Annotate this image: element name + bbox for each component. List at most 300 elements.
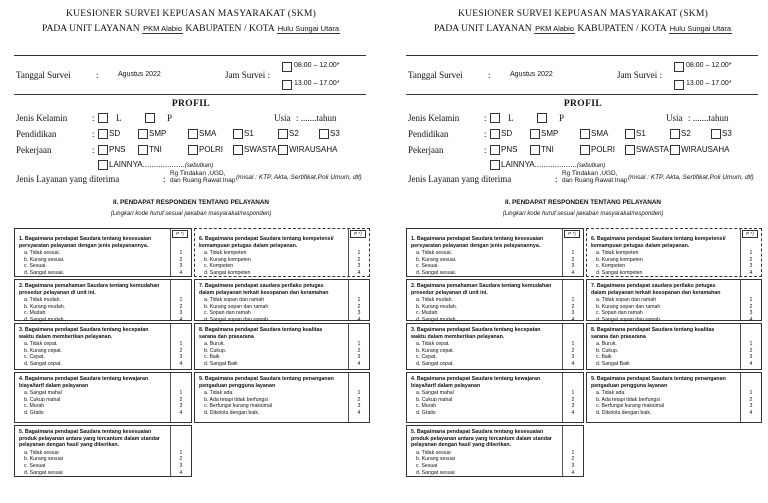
answer-option[interactable]: d. Sangat sopan dan ramah [204, 316, 269, 323]
answer-score[interactable]: 2 [749, 256, 753, 263]
answer-scores [176, 450, 186, 476]
answer-score[interactable]: 2 [571, 347, 575, 354]
job-other-hint: (sebutkan) [576, 163, 606, 169]
job-pns-checkbox[interactable] [98, 145, 108, 155]
education-s3-checkbox[interactable] [319, 129, 329, 139]
answer-option[interactable]: a. Tidak sesuai. [416, 250, 453, 257]
gender-p-label: P [559, 113, 565, 123]
answer-option[interactable]: c. Mudah. [24, 310, 47, 317]
service-value-line-1: Rg Tindakan ,UGD, [562, 170, 618, 177]
job-wirausaha-checkbox[interactable] [278, 145, 288, 155]
question-8 [586, 323, 762, 370]
answer-option[interactable]: c. Kompeten [204, 263, 234, 270]
answer-option[interactable]: b. Kurang sopan dan ramah [204, 303, 269, 310]
unit-label: PADA UNIT LAYANAN [434, 23, 532, 34]
answer-options [24, 390, 161, 416]
answer-score[interactable]: 3 [571, 403, 575, 410]
answer-score[interactable]: 1 [179, 297, 183, 304]
answer-options [596, 250, 731, 276]
answer-scores [354, 297, 364, 323]
gender-l-label: L [116, 113, 122, 123]
answer-scores [354, 390, 364, 416]
answer-option[interactable]: a. Tidak mudah. [24, 297, 61, 304]
gender-l-label: L [508, 113, 514, 123]
job-tni-checkbox[interactable] [138, 145, 148, 155]
score-column-divider [740, 373, 741, 422]
service-value-line-2: dan Ruang Rawat Inap [170, 177, 236, 184]
age-label: Usia [274, 113, 291, 123]
job-swasta-checkbox[interactable] [233, 145, 243, 155]
job-tni-label: TNI [541, 145, 554, 154]
answer-option[interactable]: c. Sesuai [416, 462, 438, 469]
answer-options [416, 297, 553, 323]
answer-option[interactable]: d. Sangat sesuai [24, 469, 63, 476]
answer-score[interactable]: 2 [357, 256, 361, 263]
answer-score[interactable]: 2 [571, 303, 575, 310]
answer-option[interactable]: d. Sangat sopan dan ramah [596, 316, 661, 323]
answer-option[interactable]: b. Ada tetapi tidak berfungsi [204, 396, 269, 403]
education-sd-label: SD [109, 129, 121, 138]
education-smp-checkbox[interactable] [138, 129, 148, 139]
education-s1-label: S1 [244, 129, 254, 138]
answer-score[interactable]: 1 [749, 341, 753, 348]
answer-option[interactable]: c. Cepat. [416, 354, 437, 361]
answer-score[interactable]: 2 [179, 303, 183, 310]
answer-score[interactable]: 4 [749, 269, 753, 276]
job-wirausaha-checkbox[interactable] [670, 145, 680, 155]
question-text: 4. Bagaimana pendapat Saudara tentang kewajaran biaya/tarif dalam pelayanan [19, 376, 149, 389]
job-swasta-checkbox[interactable] [625, 145, 635, 155]
answer-score[interactable]: 3 [749, 354, 753, 361]
answer-score[interactable]: 1 [571, 341, 575, 348]
colon: : [92, 145, 95, 155]
answer-option[interactable]: d. Sangat sesuai. [24, 269, 65, 276]
gender-p-checkbox[interactable] [145, 113, 155, 123]
question-text: 3. Bagaimana pendapat Saudara tentang kecepatan waktu dalam memberikan pelayanan. [19, 327, 149, 340]
answer-option[interactable]: a. Tidak mudah. [416, 297, 453, 304]
answer-option[interactable]: c. Sopan dan ramah [204, 310, 251, 317]
answer-score[interactable]: 3 [357, 354, 361, 361]
gender-l-checkbox[interactable] [490, 113, 500, 123]
answer-options [416, 390, 553, 416]
service-value[interactable] [170, 170, 235, 184]
answer-options [416, 450, 553, 476]
answer-score[interactable]: 1 [571, 390, 575, 397]
job-polri-checkbox[interactable] [580, 145, 590, 155]
answer-option[interactable]: a. Tidak sesuai [24, 449, 59, 456]
answer-option[interactable]: a. Tidak ada. [596, 390, 626, 397]
kabupaten-value[interactable]: Hulu Sungai Utara [277, 24, 339, 33]
age-label: Usia [666, 113, 683, 123]
answer-score[interactable]: 4 [357, 269, 361, 276]
answer-score[interactable]: 4 [571, 316, 575, 323]
question-3 [406, 323, 584, 370]
form-subtitle [6, 23, 376, 34]
answer-option[interactable]: a. Sangat mahal [24, 390, 62, 397]
gender-p-checkbox[interactable] [537, 113, 547, 123]
answer-score[interactable]: 2 [357, 396, 361, 403]
answer-option[interactable]: b. Kurang cepat. [416, 347, 455, 354]
time-option-1-checkbox[interactable] [282, 62, 292, 72]
answer-scores [746, 297, 756, 323]
answer-score[interactable]: 1 [357, 390, 361, 397]
answer-option[interactable]: c. Kompeten [596, 263, 626, 270]
colon: : [484, 129, 487, 139]
questionnaire-page-left [6, 0, 376, 503]
answer-score[interactable]: 3 [749, 403, 753, 410]
job-polri-label: POLRI [199, 145, 224, 154]
answer-options [204, 297, 339, 323]
score-column-divider [740, 229, 741, 276]
answer-option[interactable]: b. Kurang cepat. [24, 347, 63, 354]
answer-score[interactable]: 3 [179, 263, 183, 270]
answer-score[interactable]: 3 [571, 354, 575, 361]
profil-heading: PROFIL [563, 99, 603, 109]
answer-option[interactable]: b. Cukup mahal [24, 396, 61, 403]
answer-score[interactable]: 3 [749, 263, 753, 270]
answer-score[interactable]: 1 [571, 449, 575, 456]
answer-score[interactable]: 2 [357, 347, 361, 354]
answer-option[interactable]: c. Berfungsi kurang maksimal [204, 403, 273, 410]
kabupaten-value[interactable]: Hulu Sungai Utara [669, 24, 731, 33]
answer-score[interactable]: 1 [179, 250, 183, 257]
score-column-divider [562, 426, 563, 476]
answer-option[interactable]: d. Gratis [416, 409, 436, 416]
answer-option[interactable]: a. Tidak sesuai. [24, 250, 61, 257]
answer-option[interactable]: d. Sangat kompeten [596, 269, 643, 276]
score-column-divider [170, 426, 171, 476]
gender-l-checkbox[interactable] [98, 113, 108, 123]
answer-option[interactable]: d. Dikelola dengan baik. [596, 409, 652, 416]
answer-score[interactable]: 4 [571, 409, 575, 416]
date-separator: : [488, 70, 491, 80]
answer-option[interactable]: b. Kurang sesuai [416, 456, 455, 463]
answer-options [204, 341, 339, 367]
education-s2-checkbox[interactable] [278, 129, 288, 139]
question-5 [406, 425, 584, 477]
answer-score[interactable]: 1 [179, 449, 183, 456]
answer-score[interactable]: 4 [179, 316, 183, 323]
education-s1-checkbox[interactable] [625, 129, 635, 139]
answer-option[interactable]: a. Tidak cepat. [24, 341, 58, 348]
divider [14, 94, 366, 95]
answer-score[interactable]: 4 [357, 409, 361, 416]
answer-score[interactable]: 4 [179, 269, 183, 276]
answer-scores [746, 250, 756, 276]
answer-options [596, 390, 731, 416]
education-sd-label: SD [501, 129, 513, 138]
answer-option[interactable]: a. Buruk. [204, 341, 225, 348]
date-label: Tanggal Survei [16, 70, 71, 80]
time-option-2-checkbox[interactable] [674, 80, 684, 90]
answer-option[interactable]: b. Kurang sesuai. [416, 256, 457, 263]
answer-score[interactable]: 2 [749, 303, 753, 310]
education-sd-checkbox[interactable] [490, 129, 500, 139]
education-smp-checkbox[interactable] [530, 129, 540, 139]
question-4 [14, 372, 192, 423]
answer-score[interactable]: 2 [179, 396, 183, 403]
answer-score[interactable]: 1 [357, 250, 361, 257]
answer-score[interactable]: 4 [179, 409, 183, 416]
answer-options [416, 250, 553, 276]
answer-score[interactable]: 4 [179, 360, 183, 367]
answer-score[interactable]: 1 [571, 297, 575, 304]
answer-score[interactable]: 1 [179, 390, 183, 397]
answer-score[interactable]: 3 [179, 403, 183, 410]
answer-option[interactable]: c. Cepat. [24, 354, 45, 361]
answer-option[interactable]: b. Cukup mahal [416, 396, 453, 403]
answer-option[interactable]: d. Sangat mudah. [416, 316, 457, 323]
answer-option[interactable]: b. Ada tetapi tidak berfungsi [596, 396, 661, 403]
divider [406, 55, 758, 56]
answer-option[interactable]: b. Kurang mudah. [416, 303, 458, 310]
answer-options [204, 390, 339, 416]
question-8 [194, 323, 370, 370]
answer-option[interactable]: d. Sangat Baik [204, 360, 238, 367]
answer-score[interactable]: 1 [357, 341, 361, 348]
answer-score[interactable]: 4 [749, 409, 753, 416]
answer-score[interactable]: 2 [179, 256, 183, 263]
answer-options [24, 341, 161, 367]
unit-value[interactable]: PKM Alabio [143, 24, 182, 33]
answer-option[interactable]: a. Tidak kompeten [204, 250, 247, 257]
score-column-divider [562, 229, 563, 276]
service-value-line-1: Rg Tindakan ,UGD, [170, 170, 226, 177]
answer-option[interactable]: b. Cukup. [204, 347, 227, 354]
gender-label: Jenis Kelamin [16, 113, 68, 123]
answer-score[interactable]: 2 [179, 347, 183, 354]
answer-score[interactable]: 1 [357, 297, 361, 304]
date-label: Tanggal Survei [408, 70, 463, 80]
service-label: Jenis Layanan yang diterima [408, 174, 512, 184]
answer-score[interactable]: 4 [571, 269, 575, 276]
job-pns-label: PNS [109, 145, 126, 154]
answer-option[interactable]: a. Sangat mahal [416, 390, 454, 397]
form-title: KUESIONER SURVEI KEPUASAN MASYARAKAT (SKM) [458, 8, 708, 19]
answer-option[interactable]: d. Sangat sesuai. [416, 269, 457, 276]
answer-score[interactable]: 1 [179, 341, 183, 348]
question-6 [194, 228, 370, 277]
answer-score[interactable]: 3 [357, 263, 361, 270]
answer-option[interactable]: c. Sesuai. [24, 263, 47, 270]
answer-score[interactable]: 1 [749, 390, 753, 397]
answer-option[interactable]: a. Tidak kompeten [596, 250, 639, 257]
p-header: P *) [172, 230, 188, 238]
job-other-checkbox[interactable] [98, 160, 108, 170]
education-s2-checkbox[interactable] [670, 129, 680, 139]
education-label: Pendidikan [408, 129, 449, 139]
time-option-1-label: 08.00 – 12.00* [686, 62, 732, 69]
answer-option[interactable]: d. Gratis [24, 409, 44, 416]
answer-scores [746, 341, 756, 367]
education-s3-label: S3 [330, 129, 340, 138]
answer-scores [354, 250, 364, 276]
answer-scores [568, 450, 578, 476]
question-text: 7. Bagaimana pendapat saudara perilaku petugas dalam pelayanan terkait kesopanan dan keramahan [591, 283, 721, 296]
question-3 [14, 323, 192, 370]
question-text: 5. Bagaimana pendapat Saudara tentang kesesuaian produk pelayanan antara yang tercantum dalam standar pelayanan dengan hasil yang diberikan. [411, 429, 552, 449]
date-value[interactable]: Agustus 2022 [510, 71, 553, 78]
answer-option[interactable]: c. Murah [416, 403, 437, 410]
answer-score[interactable]: 4 [571, 469, 575, 476]
question-text: 9. Bagaimana pendapat Saudara tentang penanganan pengaduan pengguna layanan [591, 376, 726, 389]
score-column-divider [348, 280, 349, 320]
answer-option[interactable]: c. Sesuai. [416, 263, 439, 270]
answer-option[interactable]: d. Sangat mudah. [24, 316, 65, 323]
answer-option[interactable]: b. Kurang sesuai [24, 456, 63, 463]
education-sma-label: SMA [591, 129, 609, 138]
answer-score[interactable]: 4 [571, 360, 575, 367]
answer-option[interactable]: d. Sangat cepat. [416, 360, 454, 367]
answer-scores [176, 390, 186, 416]
answer-score[interactable]: 1 [749, 250, 753, 257]
time-option-2-label: 13.00 – 17.00* [686, 80, 732, 87]
colon: : [484, 113, 487, 123]
answer-option[interactable]: b. Kurang kompeten [596, 256, 643, 263]
question-7 [194, 279, 370, 321]
profil-heading: PROFIL [171, 99, 211, 109]
time-option-2-checkbox[interactable] [282, 80, 292, 90]
question-9 [586, 372, 762, 423]
service-value[interactable] [562, 170, 627, 184]
question-text: 6. Bagaimana pendapat Saudara tentang kompetensi/ kemampuan petugas dalam pelayanan. [199, 236, 334, 249]
gender-label: Jenis Kelamin [408, 113, 460, 123]
score-column-divider [348, 229, 349, 276]
answer-score[interactable]: 3 [571, 310, 575, 317]
job-polri-checkbox[interactable] [188, 145, 198, 155]
answer-score[interactable]: 2 [179, 456, 183, 463]
education-sma-label: SMA [199, 129, 217, 138]
answer-option[interactable]: c. Murah [24, 403, 45, 410]
job-swasta-label: SWASTA [636, 145, 669, 154]
age-value[interactable]: : .......tahun [296, 113, 337, 123]
answer-option[interactable]: c. Baik [596, 354, 612, 361]
education-s3-checkbox[interactable] [711, 129, 721, 139]
answer-score[interactable]: 2 [571, 396, 575, 403]
answer-option[interactable]: c. Mudah. [416, 310, 439, 317]
answer-score[interactable]: 2 [357, 303, 361, 310]
answer-score[interactable]: 3 [179, 354, 183, 361]
answer-option[interactable]: a. Buruk. [596, 341, 617, 348]
answer-score[interactable]: 3 [357, 310, 361, 317]
score-column-divider [348, 324, 349, 369]
job-other-checkbox[interactable] [490, 160, 500, 170]
service-label: Jenis Layanan yang diterima [16, 174, 120, 184]
answer-option[interactable]: a. Tidak sesuai [416, 449, 451, 456]
job-tni-checkbox[interactable] [530, 145, 540, 155]
section-2-heading: II. PENDAPAT RESPONDEN TENTANG PELAYANAN [504, 199, 662, 206]
answer-scores [568, 341, 578, 367]
answer-option[interactable]: a. Tidak sopan dan ramah [596, 297, 656, 304]
answer-options [24, 250, 161, 276]
education-s1-checkbox[interactable] [233, 129, 243, 139]
answer-score[interactable]: 3 [179, 462, 183, 469]
answer-option[interactable]: a. Tidak ada. [204, 390, 234, 397]
question-text: 1. Bagaimana pendapat Saudara tentang kesesuaian persyaratan pelayanan dengan jenis pelayanannya. [411, 236, 544, 249]
job-wirausaha-label: WIRAUSAHA [681, 145, 730, 154]
answer-options [416, 341, 553, 367]
question-2 [14, 279, 192, 321]
answer-scores [568, 390, 578, 416]
question-4 [406, 372, 584, 423]
question-2 [406, 279, 584, 321]
answer-score[interactable]: 4 [357, 360, 361, 367]
answer-option[interactable]: b. Cukup. [596, 347, 619, 354]
answer-score[interactable]: 3 [179, 310, 183, 317]
answer-score[interactable]: 3 [749, 310, 753, 317]
service-hint: (misal : KTP, Akta, Sertifikat,Poli Umum, dll) [236, 174, 362, 181]
answer-score[interactable]: 3 [357, 403, 361, 410]
question-7 [586, 279, 762, 321]
answer-option[interactable]: b. Kurang kompeten [204, 256, 251, 263]
education-sma-checkbox[interactable] [188, 129, 198, 139]
answer-option[interactable]: c. Sopan dan ramah [596, 310, 643, 317]
answer-option[interactable]: d. Sangat cepat. [24, 360, 62, 367]
job-pns-checkbox[interactable] [490, 145, 500, 155]
question-5 [14, 425, 192, 477]
time-option-1-checkbox[interactable] [674, 62, 684, 72]
answer-option[interactable]: d. Dikelola dengan baik. [204, 409, 260, 416]
education-s2-label: S2 [681, 129, 691, 138]
answer-score[interactable]: 4 [357, 316, 361, 323]
answer-score[interactable]: 1 [749, 297, 753, 304]
score-column-divider [740, 324, 741, 369]
job-pns-label: PNS [501, 145, 518, 154]
answer-score[interactable]: 2 [571, 456, 575, 463]
job-label: Pekerjaan [408, 145, 444, 155]
answer-option[interactable]: a. Tidak cepat. [416, 341, 450, 348]
answer-score[interactable]: 2 [571, 256, 575, 263]
job-other-hint: (sebutkan) [184, 163, 214, 169]
kabupaten-label: KABUPATEN / KOTA [577, 23, 667, 34]
answer-option[interactable]: d. Sangat sesuai [416, 469, 455, 476]
answer-score[interactable]: 1 [571, 250, 575, 257]
answer-options [596, 297, 731, 323]
education-sd-checkbox[interactable] [98, 129, 108, 139]
answer-option[interactable]: d. Sangat kompeten [204, 269, 251, 276]
answer-scores [176, 341, 186, 367]
answer-option[interactable]: c. Sesuai [24, 462, 46, 469]
answer-option[interactable]: c. Berfungsi kurang maksimal [596, 403, 665, 410]
answer-score[interactable]: 4 [749, 316, 753, 323]
answer-options [596, 341, 731, 367]
age-value[interactable]: : .......tahun [688, 113, 729, 123]
date-value[interactable]: Agustus 2022 [118, 71, 161, 78]
job-other-label: LAINNYA...................(sebutkan) [109, 160, 214, 169]
answer-score[interactable]: 2 [749, 396, 753, 403]
answer-option[interactable]: b. Kurang mudah. [24, 303, 66, 310]
score-column-divider [562, 280, 563, 320]
answer-score[interactable]: 3 [571, 462, 575, 469]
answer-score[interactable]: 2 [749, 347, 753, 354]
section-2-subheading: (Lingkari kode huruf sesuai jawaban masyarakat/responden) [502, 211, 664, 217]
answer-score[interactable]: 3 [571, 263, 575, 270]
answer-score[interactable]: 4 [179, 469, 183, 476]
p-header: P *) [742, 230, 758, 238]
question-9 [194, 372, 370, 423]
unit-label: PADA UNIT LAYANAN [42, 23, 140, 34]
unit-value[interactable]: PKM Alabio [535, 24, 574, 33]
answer-option[interactable]: b. Kurang sopan dan ramah [596, 303, 661, 310]
answer-option[interactable]: d. Sangat Baik [596, 360, 630, 367]
education-sma-checkbox[interactable] [580, 129, 590, 139]
answer-option[interactable]: a. Tidak sopan dan ramah [204, 297, 264, 304]
job-other-label: LAINNYA...................(sebutkan) [501, 160, 606, 169]
education-s2-label: S2 [289, 129, 299, 138]
answer-score[interactable]: 4 [749, 360, 753, 367]
answer-option[interactable]: b. Kurang sesuai. [24, 256, 65, 263]
answer-option[interactable]: c. Baik [204, 354, 220, 361]
